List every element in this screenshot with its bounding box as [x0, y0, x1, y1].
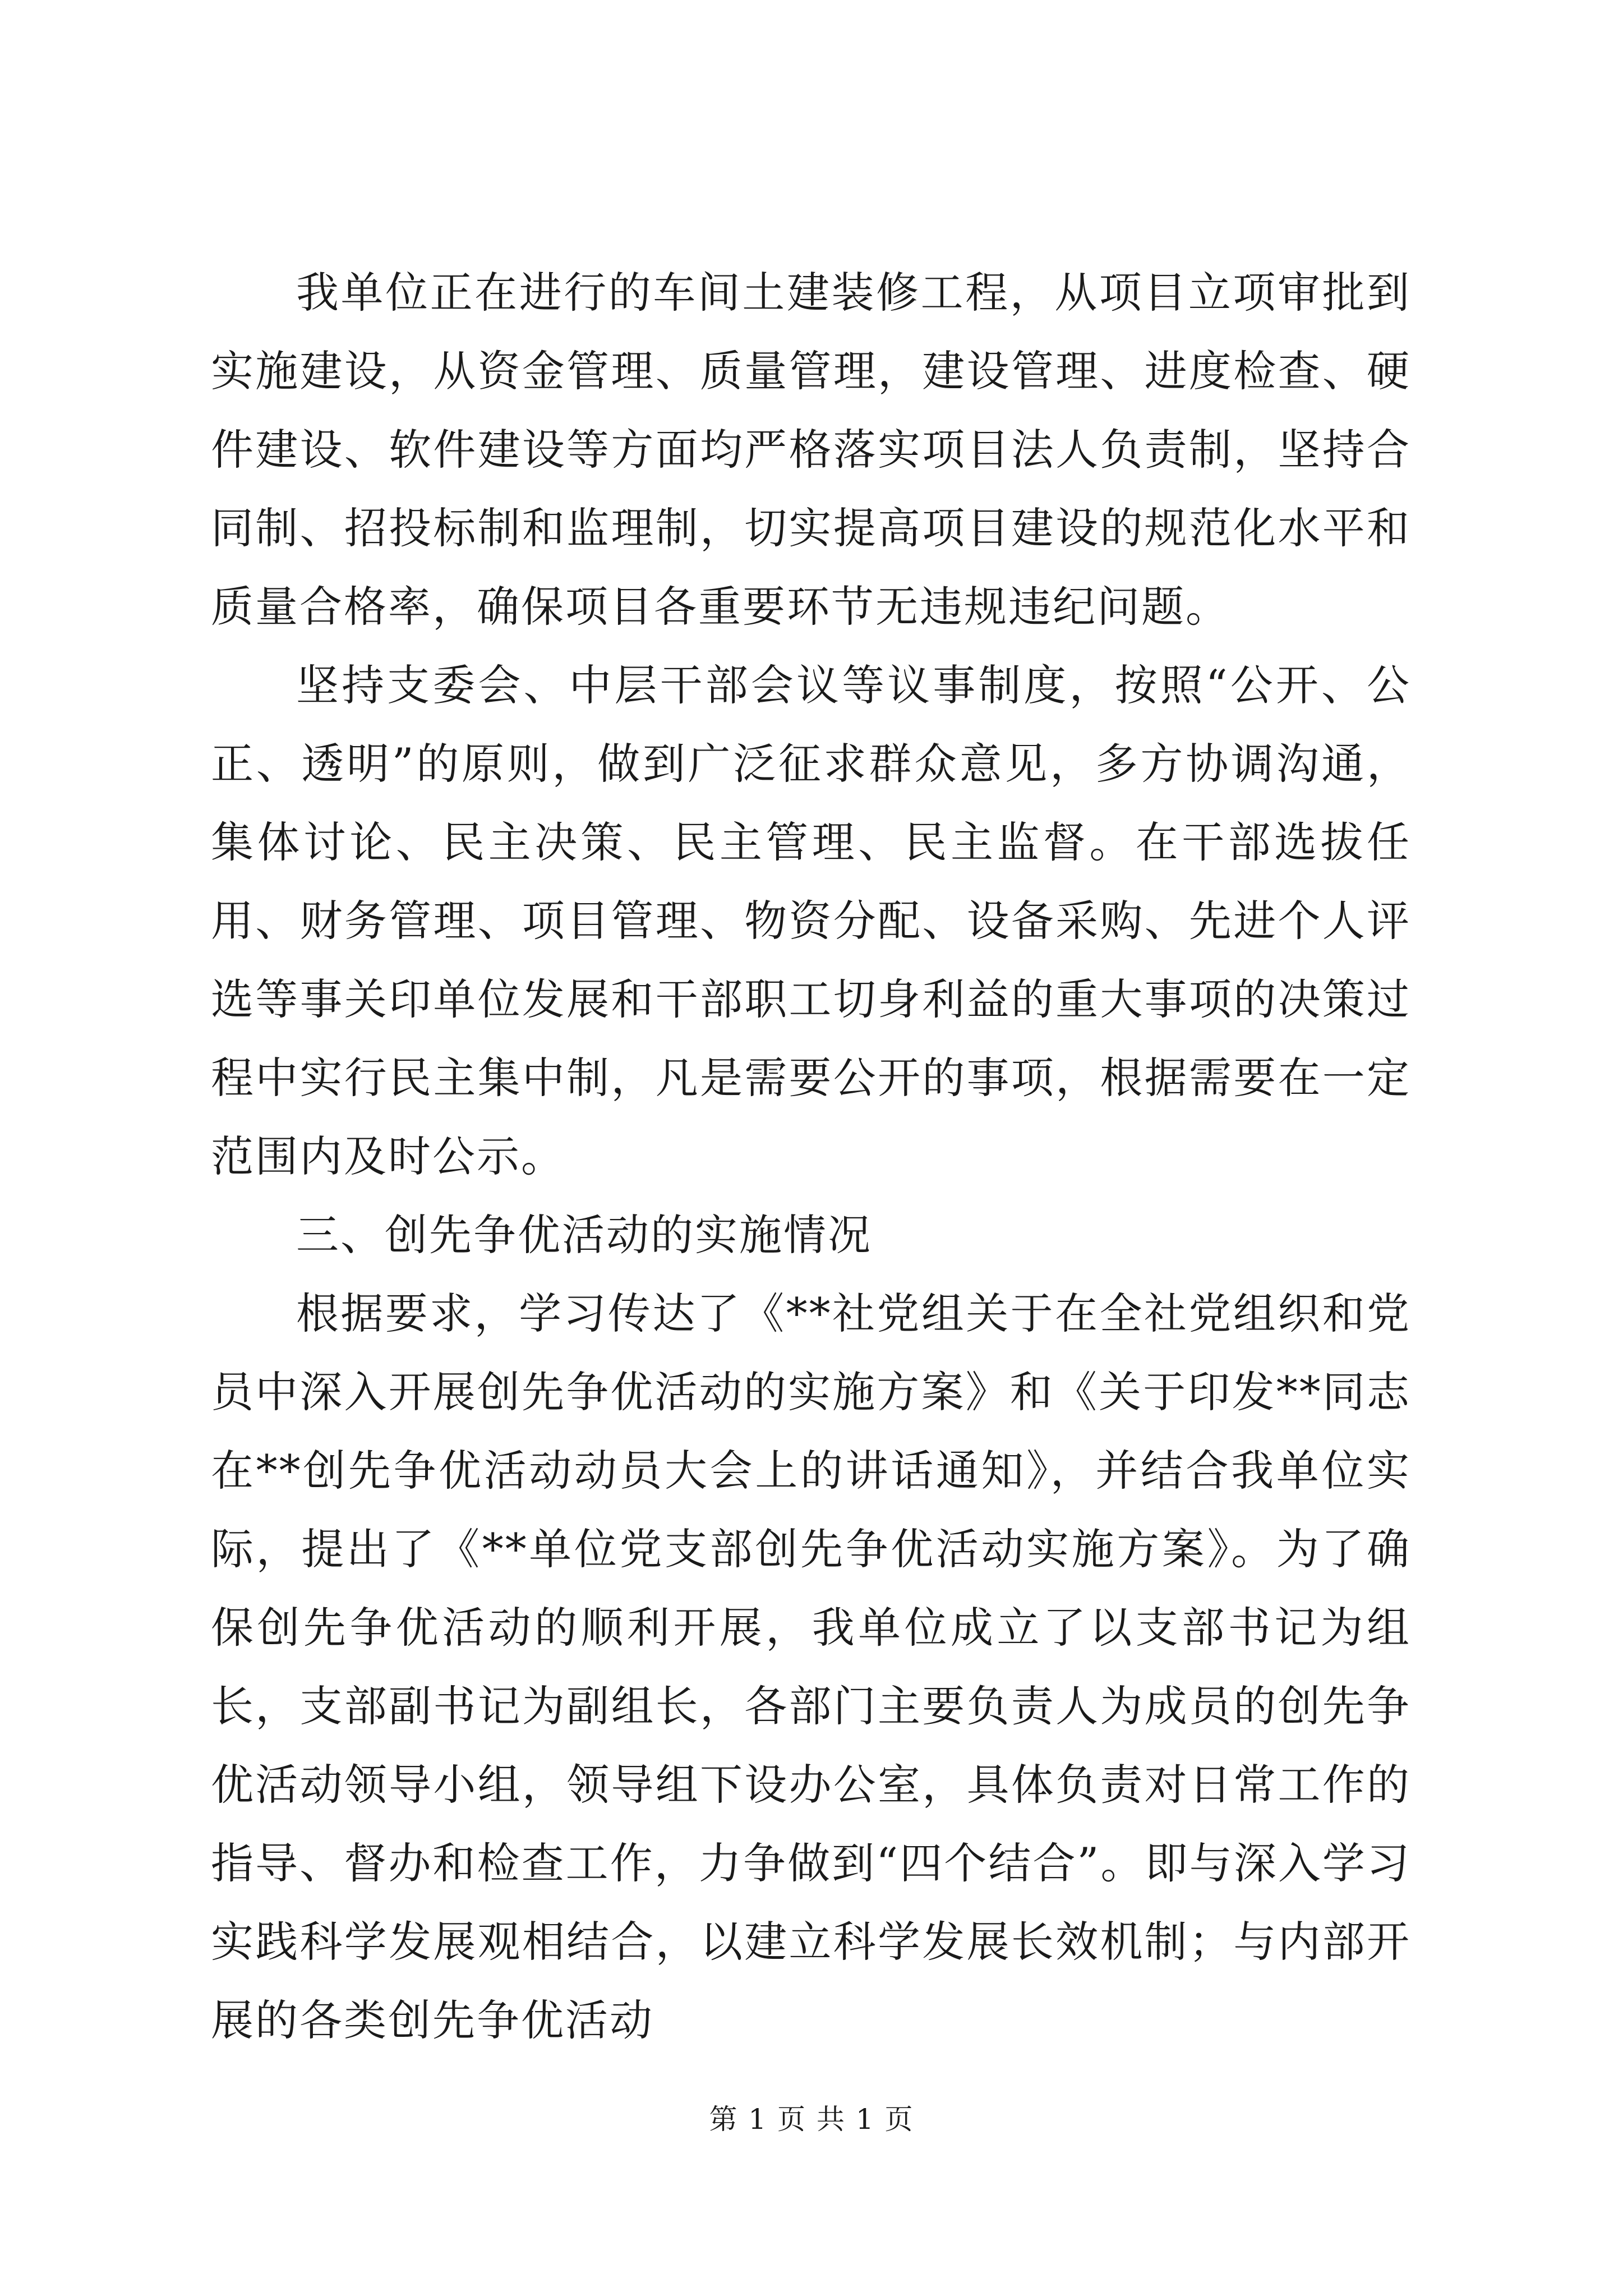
section-heading: 三、创先争优活动的实施情况 — [296, 1210, 872, 1260]
paragraph-decision-system: 坚持支委会、中层干部会议等议事制度，按照“公开、公正、透明”的原则，做到广泛征求群众意见，多方协调沟通，集体讨论、民主决策、民主管理、民主监督。在干部选拔任用、财务管理、项目管理、物资分配、设备采购、先进个人评选等事关印单位发展和干部职工切身利益的重大事项的决策过程中实行民主集中制，凡是需要公开的事项，根据需要在一定范围内及时公示。 — [211, 660, 1411, 1181]
paragraph-construction-project: 我单位正在进行的车间土建装修工程，从项目立项审批到实施建设，从资金管理、质量管理，建设管理、进度检查、硬件建设、软件建设等方面均严格落实项目法人负责制，坚持合同制、招投标制和监理制，切实提高项目建设的规范化水平和质量合格率，确保项目各重要环节无违规违纪问题。 — [211, 268, 1411, 632]
paragraph-activity-implementation: 根据要求，学习传达了《**社党组关于在全社党组织和党员中深入开展创先争优活动的实施方案》和《关于印发**同志在**创先争优活动动员大会上的讲话通知》，并结合我单位实际，提出了《**单位党支部创先争优活动实施方案》。为了确保创先争优活动的顺利开展，我单位成立了以支部书记为组长，支部副书记为副组长，各部门主要负责人为成员的创先争优活动领导小组，领导组下设办公室，具体负责对日常工作的指导、督办和检查工作，力争做到“四个结合”。即与深入学习实践科学发展观相结合，以建立科学发展长效机制；与内部开展的各类创先争优活动 — [211, 1289, 1411, 2045]
document-body — [211, 254, 1411, 2060]
page-number-footer: 第 1 页 共 1 页 — [709, 2103, 914, 2136]
